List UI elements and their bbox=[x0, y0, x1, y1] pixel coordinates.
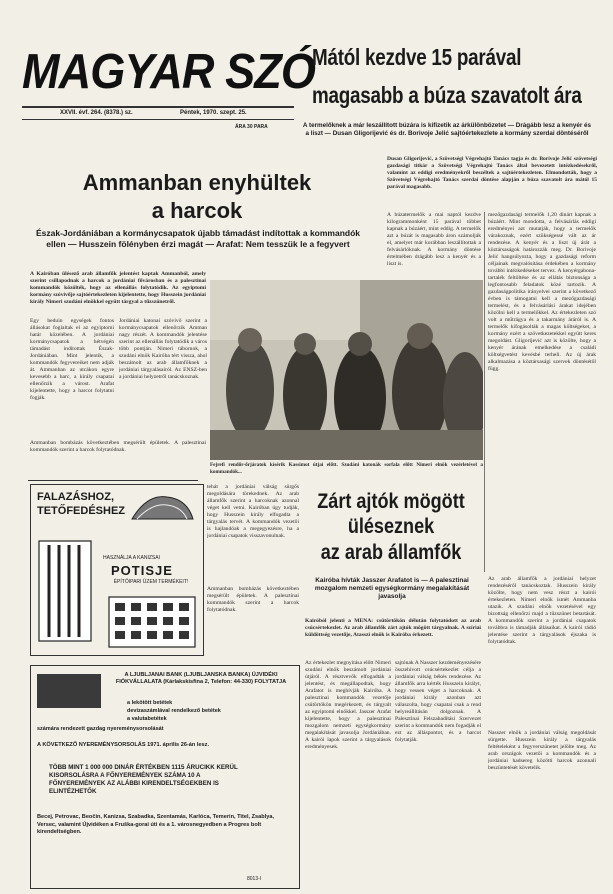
ad-roofing bbox=[30, 484, 204, 656]
masthead-rule-bottom bbox=[22, 119, 294, 120]
second-lead: Kairóból jelenti a MENA: csütörtökön délután folytatódott az arab csúcsértekezlet. Az arab államfők zárt ajtók mögött tárgyalnak. A szíriai küldöttség vezetője, Atasszi elnök is Kairóba érkezett. bbox=[305, 618, 481, 638]
second-side-bottom: Nasszer elnök a jordániai válság megoldását sürgette. Husszein király a tárgyalás feltételeként a fegyverszünetet jelölte meg. Az arab országok vezetői a kommandók és a jordániai hadsereg közötti harcok azonnali beszüntetését követelik. bbox=[488, 730, 596, 771]
top-col3: mezőgazdasági termelők 1,20 dinárt kapnak a búzáért. Mint mondotta, a felvásárlás eddigi eredményei azt mutatják, hogy a termelők várakoznak, ezért szükségessé vált az ár rendezése. A kenyér és a liszt új árát a köztársaságok határozzák meg. Dr. Borivoje Jelić hangsúlyozta, hogy a gazdasági reform céljainak megvalósítása érdekében a kormány további intézkedéseket tervez. A kenyérgabona-tartalék feltöltése és az ellátás biztonsága a legfontosabb feladatok közé tartozik. A gazdaságpolitika irányelvei szerint a következő évben is támogatni kell a mezőgazdasági termelést, és a felvásárlási árakat idejében közölni kell a termelőkkel. Az értekezleten szó volt a műtrágya és a takarmány áráról is. A termelők kifogásolták a magas költségeket, a kormány ezért a szövetkezetekkel együtt keres megoldást. Gligorijević azt is közölte, hogy a kenyér árának emelkedése a családi költségvetést kevésbé terheli. Az új árak alkalmazása a köztársasági szervek döntésétől függ. bbox=[488, 212, 596, 372]
ad-roofing-brand: POTISJE bbox=[111, 563, 173, 578]
main-headline-2: a harcok bbox=[151, 198, 243, 223]
masthead-rule-top bbox=[22, 106, 294, 108]
main-headline-1: Ammanban enyhültek bbox=[82, 170, 312, 195]
ad-roofing-line1: FALAZÁSHOZ, bbox=[37, 491, 114, 503]
second-col2: sajtónak A Nasszer kezdeményezésére összehívott csúcsértekezlet célja a jordániai válság békés rendezése. Az államfők arra kérték Husszein királyt, hogy vessen véget a harcoknak. A jordániai király azonban azt válaszolta, hogy csapatai csak a rend helyreállításán dolgoznak. A Palesztinai Felszabadítási Szervezet szerint a kommandók nem fogadják el ezt az álláspontot, és a harcot folytatják. bbox=[395, 660, 481, 743]
masthead bbox=[22, 44, 316, 126]
second-headline-3: az arab államfők bbox=[320, 541, 462, 564]
top-deck: A termelőknek a már leszállított búzára is kifizetik az árkülönbözetet — Drágább lesz a kenyér és a liszt — Dusan Gligorijević és dr. Borivoje Jelić sajtóértekezlete a kormány szerdai döntéséről bbox=[302, 122, 592, 137]
brick-grid-icon bbox=[107, 595, 197, 649]
second-headline-1: Zárt ajtók mögött bbox=[317, 490, 465, 513]
main-col3-tail: Ammanban bombázás következtében megsérült épületek. A palesztinai kommandók szerint a harcok folytatódnak. bbox=[207, 586, 299, 613]
second-deck: Kairóba hívták Jasszer Arafatot is — A palesztinai mozgalom nemzeti egységkormány megalakítását javasolja bbox=[314, 577, 470, 600]
brick-column-icon bbox=[35, 537, 95, 647]
price: ÁRA 30 PARA bbox=[235, 124, 268, 130]
top-headline-1: Mától kezdve 15 parával bbox=[312, 44, 522, 70]
top-headline-2: magasabb a búza szavatolt ára bbox=[312, 82, 582, 108]
ad-roofing-small2: ÉPÍTŐIPARI ÜZEM TERMÉKEIT! bbox=[113, 579, 189, 585]
ad-bank-header: A LJUBLJANAI BANK (LJUBLJANSKA BANKA) ÚJVIDÉKI FIÓKVÁLLALATA (Kárlakskisfina 2, Telefon: 44-330) FOLYTATJA bbox=[115, 672, 287, 685]
second-headline-2: üléseznek bbox=[347, 515, 435, 538]
main-bottom: Ammanban bombázás következtében megsérült épületek. A palesztinai kommandók szerint a harcok folytatódnak. bbox=[30, 440, 206, 453]
main-col3: tehát a jordániai válság sürgős megoldására törekednek. Az arab államfők szerint a harcoknak azonnal véget kell vetni. Kairóban úgy tudják, hogy Husszein király elfogadta a tárgyalás tervét. A kommandók vezetői is hajlandóak a megegyezésre, ha a jordániai csapatok visszavonulnak. bbox=[207, 484, 299, 539]
ad-bank-tail: számára rendezett gazdag nyereménysorsolását bbox=[37, 726, 164, 732]
photo-caption: Fejrefi rendőr-őrjáratok kísérik Kassimot útjai előtt. Szudáni katonák sorfala előtt Nimeri elnök vezérletével a kommandók... bbox=[210, 462, 483, 475]
main-col1: Egy beduin egységek fontos állásokat foglaltak el az egyiptomi határ közelében. A jordániai kormánycsapatok a hétvégén támadást indítottak Észak-Jordániában. Mint jelentik, a kommandók fegyvereiket nem adják át. Ammanban az utcákon egyre kevesebb a harc, a király csapatai ellenőrzik a várost. Arafat kijelentette, hogy a harcot folytatni fogják. bbox=[30, 318, 114, 401]
masthead-title: MAGYAR SZÓ bbox=[22, 45, 316, 99]
bank-logo-icon bbox=[37, 674, 101, 708]
ad-bank-item3: a valutabetétek bbox=[127, 716, 167, 722]
ad-bank-date: A KÖVETKEZŐ NYEREMÉNYSORSOLÁS 1971. április 26-án lesz. bbox=[37, 742, 210, 748]
second-col1: Az értekezlet megnyitása előtt Nimeri szudáni elnök beszámolt jordániai útjáról. A résztvevők elfogadták a jelentést, és megállapodtak, hogy Arafatot is meghívják Kairóba. A palesztinai kommandók vezetője csütörtökön megérkezett, és tárgyalt az egyiptomi elnökkel. Jasszer Arafat kijelentette, hogy a palesztinai mozgalom nemzeti egységkormány megalakítását javasolja Jordániában. A kairói lapok szerint a tárgyalások eredményesek. bbox=[305, 660, 391, 750]
ad-bank-item1: a lekötött betétek bbox=[127, 700, 173, 706]
roof-tile-icon bbox=[127, 489, 197, 529]
news-photo bbox=[210, 280, 483, 460]
ad-bank-branches: Becej, Petrovac, Beočin, Kanizsa, Szabadka, Szentamás, Karlóca, Temerin, Titel, Zsablya, Versec, valamint Újvidéken a Fruška-gorai úti és a 1. városnegyedben a Progres bolt kirendeltségben. bbox=[37, 814, 275, 835]
ad-bank bbox=[30, 665, 300, 889]
masthead-issue: XXVII. évf. 264. (8378.) sz. bbox=[60, 110, 133, 116]
ad-bank-main: TÖBB MINT 1 000 000 DINÁR ÉRTÉKBEN 1115 ÁRUCIKK KERÜL KISORSOLÁSRA A FŐNYEREMÉNYEK SZÁMA 10 A FŐNYEREMÉNYEK AZ ALÁBBI KIRENDELTSÉGEKBEN IS ELINTÉZHETŐK bbox=[49, 764, 238, 795]
second-side: Az arab államfők a jordániai helyzet rendezéséről tanácskoztak. Husszein király közölte, hogy nem vesz részt a kairói értekezleten. Nimeri elnök ismét Ammanba utazik. A szudáni elnök vezetésével egy bizottság ellenőrzi majd a tűzszünet betartását. A kommandók szerint a jordániai csapatok továbbra is támadják állásaikat. A kairói rádió jelentése szerint a tárgyalások éjszaka is folytatódtak. bbox=[488, 576, 596, 645]
top-col2: A búzatermelők a mai naptól kezdve kilogrammonként 15 parával többet kapnak a búzáért, mint eddig. A termelők azt a búzát is magasabb áron számolják el, amelyet már korábban leszállítottak a felvásárlóknak. A kormány döntése értelmében drágább lesz a kenyér és a liszt is. bbox=[387, 212, 481, 267]
ad-bank-code: 8013-I bbox=[247, 876, 262, 882]
top-col1: Dusan Gligorijević, a Szövetségi Végrehajtó Tanács tagja és dr. Borivoje Jelić szövetségi gazdasági titkár a Szövetségi Végrehajtó Tanács által bevezetett intézkedésekről, valamint az eddigi eredményekről beszéltek a sajtóértekezleten. Elmondották, hogy a Szövetségi Végrehajtó Tanács szerdai döntése alapján a búza szavatolt ára mától 15 parával magasabb. bbox=[387, 156, 597, 190]
main-col2: Jordániai katonai szóvivő szerint a kormánycsapatok ellenőrzik Amman nagy részét. A kommandók jelentése szerint az ellenállás folytatódik a város több pontján. Nimeri tábornok, a szudáni elnök Kairóba tért vissza, ahol beszámolt az arab államfőknek a jordániai tárgyalásairól. Az ENSZ-ben a jordániai helyzetről tanácskoznak. bbox=[119, 318, 207, 380]
masthead-date: Péntek, 1970. szept. 25. bbox=[180, 110, 247, 116]
ad-roofing-small1: HASZNÁLJA A KANIZSAI bbox=[103, 555, 160, 561]
photo-image bbox=[210, 280, 483, 460]
ad-bank-item2: devizaszámlával rendelkező betétek bbox=[127, 708, 221, 714]
top-col-divider bbox=[484, 212, 485, 572]
main-lead: A Kairóban ülésező arab államfők jelentést kaptak Ammanból, amely szerint csillapodnak a harcok a jordániai fővárosban és a palesztinai kommandók közölték, hogy az ellenállás folytatódik. Az egyiptomi kormány szóvivője sajtóértekezleten kijelentette, hogy Husszein jordániai király Nimeri szudáni elnökkel együtt tárgyal a tűzszünetről. bbox=[30, 271, 206, 305]
section-rule bbox=[28, 480, 198, 481]
main-deck: Észak-Jordániában a kormánycsapatok újabb támadást indítottak a kommandók ellen — Husszein fölényben érzi magát — Arafat: Nem tesszük le a fegyvert bbox=[35, 228, 361, 249]
ad-roofing-line2: TETŐFEDÉSHEZ bbox=[37, 505, 126, 517]
